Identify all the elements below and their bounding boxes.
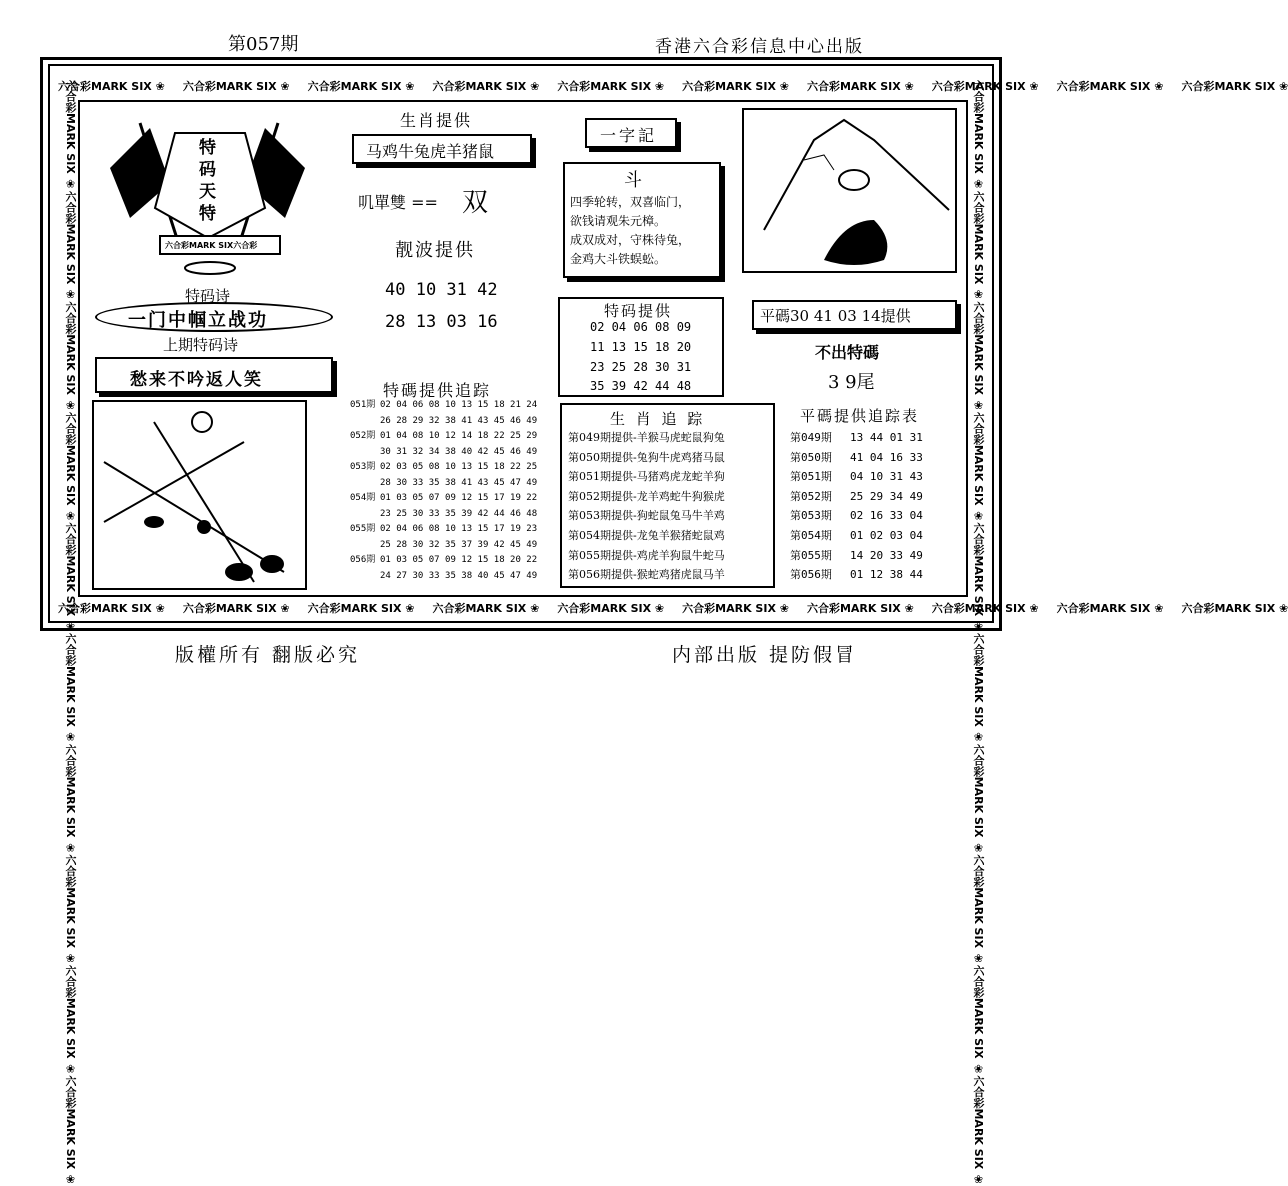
band-text: 六合彩MARK SIX ❀ (806, 602, 914, 615)
pingma-track-numbers: 41 04 16 33 (850, 450, 923, 464)
band-bottom (58, 598, 1288, 618)
band-text: 六合彩MARK SIX ❀ (64, 633, 77, 744)
zodiac-header: 生肖提供 (400, 111, 473, 130)
pingma-track-header: 平碼提供追踪表 (800, 407, 920, 425)
band-text: 六合彩MARK SIX ❀ (806, 80, 914, 93)
poem-label: 特码诗 (185, 287, 231, 305)
shengxiao-track-row: 第054期提供-龙兔羊猴猪蛇鼠鸡 (568, 528, 725, 542)
footer-notice: 内部出版 提防假冒 (672, 644, 858, 666)
band-text: 六合彩MARK SIX ❀ (972, 411, 985, 523)
pingma-track-numbers: 02 16 33 04 (850, 509, 923, 523)
shengxiao-track-row: 第049期提供-羊猴马虎蛇鼠狗兔 (568, 431, 725, 444)
band-text: 六合彩MARK SIX ❀ (64, 743, 77, 855)
logo-char-1: 特 (199, 138, 216, 158)
track-period: 053期 (350, 462, 376, 472)
track-numbers: 01 04 08 10 12 14 18 22 25 29 (380, 431, 538, 441)
band-text: 六合彩MARK SIX ❀ (1181, 602, 1288, 615)
footer-copyright: 版權所有 翻版必究 (175, 644, 361, 666)
pingma-track-period: 第052期 (790, 489, 832, 503)
band-text: 六合彩MARK SIX ❀ (972, 190, 985, 302)
teme-header: 特码提供 (604, 302, 673, 320)
track-period: 051期 (350, 400, 376, 410)
pingma-track-period: 第050期 (790, 450, 832, 464)
logo-char-3: 天 (199, 182, 216, 202)
band-text: 六合彩MARK SIX ❀ (682, 602, 789, 615)
band-text: 六合彩MARK SIX ❀ (1056, 80, 1164, 93)
band-text: 六合彩MARK SIX ❀ (972, 633, 985, 744)
track-list (350, 398, 550, 584)
yiziji-line-2: 欲钱请观朱元樟。 (570, 214, 667, 228)
pingma-track-period: 第055期 (790, 548, 832, 562)
band-text: 六合彩MARK SIX ❀ (972, 964, 985, 1076)
pingma-track-row (790, 546, 923, 566)
shengxiao-track-row: 第055期提供-鸡虎羊狗鼠牛蛇马 (568, 548, 725, 562)
band-text: 六合彩MARK SIX ❀ (182, 602, 290, 615)
track-row (350, 414, 550, 430)
band-text: 六合彩MARK SIX ❀ (972, 854, 985, 965)
track-row (350, 569, 550, 585)
band-text: 六合彩MARK SIX ❀ (64, 301, 77, 412)
wave-row-2: 28 13 03 16 (385, 312, 498, 332)
pingma-track-period: 第051期 (790, 470, 832, 484)
shengxiao-track-row: 第056期提供-猴蛇鸡猪虎鼠马羊 (568, 568, 725, 582)
band-text: 六合彩MARK SIX ❀ (307, 602, 415, 615)
track-period: 055期 (350, 524, 376, 534)
prev-poem-label: 上期特码诗 (163, 336, 239, 354)
band-text: 六合彩MARK SIX ❀ (972, 80, 985, 191)
yiziji-line-3: 成双成对，守株待兔， (570, 233, 691, 247)
pingma-track-numbers: 04 10 31 43 (850, 470, 923, 484)
track-row (350, 476, 550, 492)
buchu-label: 不出特碼 (815, 343, 880, 362)
wave-row-1: 40 10 31 42 (385, 280, 498, 300)
track-header: 特碼提供追踪 (383, 381, 492, 400)
pingma-track-numbers: 13 44 01 31 (850, 431, 923, 444)
band-text: 六合彩MARK SIX ❀ (432, 80, 540, 93)
pingma-track-row (790, 487, 923, 507)
pingma-track-period: 第054期 (790, 528, 832, 542)
logo-ribbon: 六合彩MARK SIX六合彩 (165, 241, 258, 250)
track-numbers: 23 25 30 33 35 39 42 44 46 48 (380, 508, 538, 519)
track-numbers: 02 04 06 08 10 13 15 17 19 23 (380, 524, 538, 534)
track-row (350, 491, 550, 507)
track-numbers: 01 03 05 07 09 12 15 18 20 22 (380, 555, 538, 565)
sketch-illustration (92, 400, 307, 590)
shengxiao-track-header: 生 肖 追 踪 (610, 410, 706, 428)
pingma-track-numbers: 14 20 33 49 (850, 548, 923, 562)
band-text: 六合彩MARK SIX ❀ (557, 602, 665, 615)
band-text: 六合彩MARK SIX ❀ (64, 1075, 77, 1186)
track-row (350, 429, 550, 445)
zodiac-value: 马鸡牛兔虎羊猪鼠 (366, 142, 495, 161)
yiziji-title: 一字記 (600, 126, 658, 145)
band-text: 六合彩MARK SIX ❀ (972, 743, 985, 855)
track-period: 052期 (350, 431, 376, 441)
teme-row: 35 39 42 44 48 (590, 379, 692, 393)
band-text: 六合彩MARK SIX ❀ (307, 80, 415, 93)
band-text: 六合彩MARK SIX ❀ (432, 602, 540, 615)
logo-char-4: 特 (199, 204, 216, 224)
pingma-track-row (790, 428, 923, 448)
band-text: 六合彩MARK SIX ❀ (931, 80, 1039, 93)
shengxiao-track-row: 第053期提供-狗蛇鼠兔马牛羊鸡 (568, 509, 725, 523)
pingma-track-row (790, 448, 923, 468)
pingma-track-period: 第049期 (790, 431, 832, 444)
band-text: 六合彩MARK SIX ❀ (64, 190, 77, 302)
band-text: 六合彩MARK SIX ❀ (64, 80, 77, 191)
track-numbers: 28 30 33 35 38 41 43 45 47 49 (380, 477, 538, 488)
pingma-label: 平碼30 41 03 14提供 (760, 307, 911, 325)
track-row (350, 553, 550, 569)
teme-row: 11 13 15 18 20 (590, 340, 692, 354)
publisher: 香港六合彩信息中心出版 (655, 37, 864, 57)
pingma-track-row (790, 565, 923, 585)
wave-header: 靓波提供 (395, 240, 475, 261)
yiziji-line-4: 金鸡大斗铁蜈蚣。 (570, 252, 667, 266)
band-text: 六合彩MARK SIX ❀ (58, 602, 165, 615)
band-text: 六合彩MARK SIX ❀ (931, 602, 1039, 615)
track-numbers: 26 28 29 32 38 41 43 45 46 49 (380, 415, 538, 426)
yiziji-char: 斗 (624, 170, 642, 191)
pingma-track-period: 第053期 (790, 509, 832, 523)
band-text: 六合彩MARK SIX ❀ (58, 80, 165, 93)
teme-row: 02 04 06 08 09 (590, 320, 692, 334)
band-text: 六合彩MARK SIX ❀ (1181, 80, 1288, 93)
pingma-track-numbers: 01 02 03 04 (850, 528, 923, 542)
pingma-track-list (790, 428, 923, 585)
track-period: 056期 (350, 555, 376, 565)
track-numbers: 02 04 06 08 10 13 15 18 21 24 (380, 400, 538, 410)
issue-number: 第057期 (228, 34, 299, 55)
band-text: 六合彩MARK SIX ❀ (64, 411, 77, 523)
track-row (350, 460, 550, 476)
pingma-track-numbers: 25 29 34 49 (850, 489, 923, 503)
pingma-track-row (790, 526, 923, 546)
band-text: 六合彩MARK SIX ❀ (64, 522, 77, 634)
track-row (350, 507, 550, 523)
band-text: 六合彩MARK SIX ❀ (972, 301, 985, 412)
shengxiao-track-row: 第050期提供-兔狗牛虎鸡猪马鼠 (568, 450, 725, 464)
odd-even-label: 叽單雙 == (358, 193, 438, 212)
band-text: 六合彩MARK SIX ❀ (682, 80, 789, 93)
shengxiao-track-list (568, 428, 725, 585)
band-text: 六合彩MARK SIX ❀ (972, 1075, 985, 1186)
track-row (350, 445, 550, 461)
bird-illustration (742, 108, 957, 273)
prev-poem-text: 愁来不吟返人笑 (130, 370, 263, 390)
yiziji-line-1: 四季轮转，双喜临门， (570, 195, 691, 209)
odd-even-value: 双 (462, 188, 489, 218)
track-numbers: 30 31 32 34 38 40 42 45 46 49 (380, 446, 538, 457)
poem-text: 一门中帼立战功 (128, 310, 268, 331)
pingma-track-period: 第056期 (790, 568, 832, 582)
logo-char-2: 码 (199, 160, 216, 180)
shengxiao-track-row: 第051期提供-马猪鸡虎龙蛇羊狗 (568, 470, 725, 484)
band-text: 六合彩MARK SIX ❀ (972, 522, 985, 634)
pingma-track-row (790, 467, 923, 487)
band-text: 六合彩MARK SIX ❀ (557, 80, 665, 93)
track-numbers: 01 03 05 07 09 12 15 17 19 22 (380, 493, 538, 503)
band-text: 六合彩MARK SIX ❀ (64, 964, 77, 1076)
shengxiao-track-row: 第052期提供-龙羊鸡蛇牛狗猴虎 (568, 489, 725, 503)
track-row (350, 538, 550, 554)
pingma-track-numbers: 01 12 38 44 (850, 568, 923, 582)
band-left (58, 80, 78, 1186)
track-numbers: 24 27 30 33 35 38 40 45 47 49 (380, 570, 538, 581)
track-numbers: 25 28 30 32 35 37 39 42 45 49 (380, 539, 538, 550)
band-right (966, 80, 986, 1186)
track-numbers: 02 03 05 08 10 13 15 18 22 25 (380, 462, 538, 472)
band-text: 六合彩MARK SIX ❀ (182, 80, 290, 93)
teme-row: 23 25 28 30 31 (590, 360, 692, 374)
track-row (350, 522, 550, 538)
track-period: 054期 (350, 493, 376, 503)
band-text: 六合彩MARK SIX ❀ (64, 854, 77, 965)
tail-value: 3 9尾 (828, 372, 875, 393)
track-row (350, 398, 550, 414)
pingma-track-row (790, 506, 923, 526)
band-text: 六合彩MARK SIX ❀ (1056, 602, 1164, 615)
band-top (58, 76, 1288, 96)
